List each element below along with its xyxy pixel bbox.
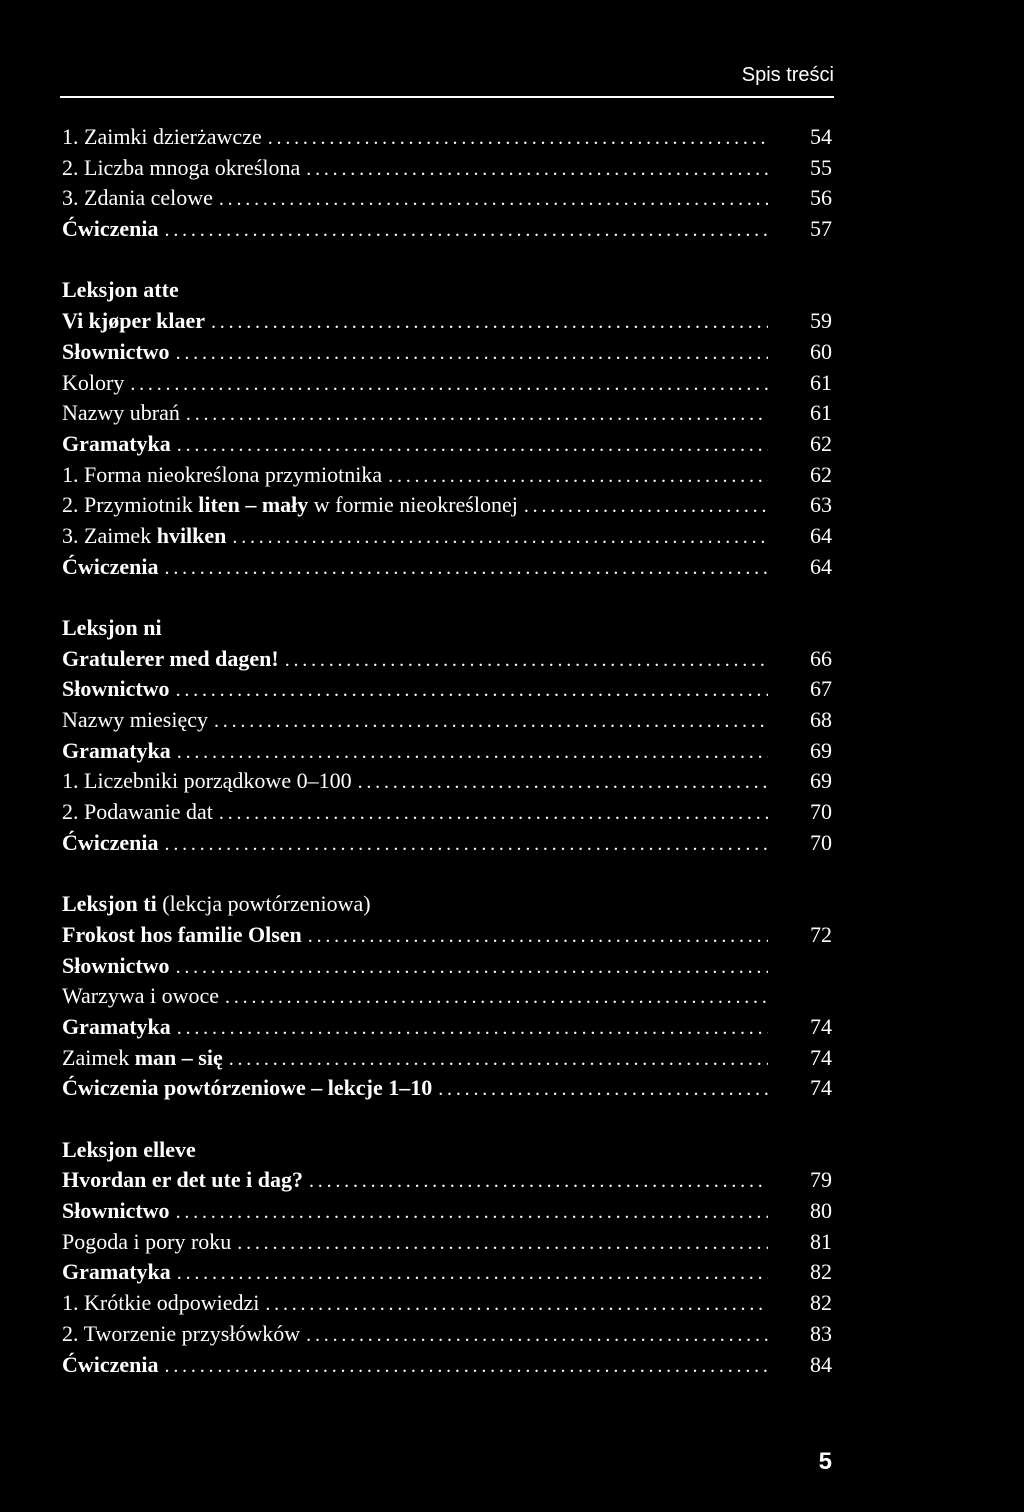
toc-entry-title (62, 797, 213, 828)
toc-entry (62, 398, 832, 429)
toc-page-number: 60 (810, 338, 832, 364)
toc-entry-title (62, 368, 124, 399)
toc-section-heading (62, 1135, 832, 1166)
toc-entry-title-part: Zaimek (62, 1044, 135, 1070)
toc-entry-title (62, 153, 300, 184)
toc-dot-leader (130, 369, 768, 400)
toc-entry (62, 705, 832, 736)
toc-entry-title (62, 1196, 170, 1227)
toc-entry (62, 920, 832, 951)
toc-entry-title-part: Frokost hos familie Olsen (62, 921, 302, 947)
toc-entry-title-part: Słownictwo (62, 676, 170, 702)
toc-entry-title-part: Gramatyka (62, 1259, 171, 1285)
toc-entry-title (62, 1012, 171, 1043)
toc-entry (62, 153, 832, 184)
toc-entry-title-part: Hvordan er det ute i dag? (62, 1167, 303, 1193)
toc-entry-title (62, 1319, 300, 1350)
toc-entry-title (62, 705, 208, 736)
toc-page-number: 61 (810, 400, 832, 426)
toc-page-number: 74 (810, 1013, 832, 1039)
toc-entry-title-part: Vi kjøper klaer (62, 308, 205, 334)
toc-entry (62, 1227, 832, 1258)
toc-dot-leader (176, 338, 768, 369)
toc-entry-title-part: Ćwiczenia (62, 1351, 159, 1377)
toc-entry (62, 1043, 832, 1074)
toc-entry-title (62, 429, 171, 460)
toc-entry (62, 1350, 832, 1381)
toc-entry-title (62, 460, 382, 491)
toc-page-number: 83 (810, 1320, 832, 1346)
toc-entry-title-part: Leksjon ni (62, 615, 162, 640)
toc-dot-leader (176, 675, 768, 706)
toc-section-heading (62, 889, 832, 920)
toc-entry-title-part: man – się (134, 1044, 223, 1070)
toc-entry-title-part: 3. Zdania celowe (62, 185, 213, 211)
toc-dot-leader (214, 706, 768, 737)
toc-page-number: 84 (810, 1351, 832, 1377)
toc-entry (62, 1288, 832, 1319)
toc-dot-leader (524, 491, 768, 522)
toc-entry-title (62, 736, 171, 767)
toc-entry-title-part: Pogoda i pory roku (62, 1228, 232, 1254)
toc-entry (62, 1073, 832, 1104)
toc-dot-leader (186, 399, 768, 430)
toc-entry-title-part: Gratulerer med dagen! (62, 645, 279, 671)
toc-page-number: 61 (810, 369, 832, 395)
toc-dot-leader (177, 430, 768, 461)
toc-page-number: 70 (810, 829, 832, 855)
toc-entry-title (62, 122, 262, 153)
toc-entry-title (62, 214, 159, 245)
toc-entry (62, 951, 832, 982)
toc-entry-title-part: 2. Liczba mnoga określona (62, 154, 301, 180)
toc-page-number: 68 (810, 707, 832, 733)
toc-dot-leader (285, 645, 768, 676)
toc-entry-title (62, 766, 352, 797)
toc-dot-leader (308, 921, 768, 952)
toc-entry-title-part: Leksjon atte (62, 277, 179, 303)
toc-page-number: 66 (810, 645, 832, 671)
toc-entry-title-part: 2. Tworzenie przysłówków (62, 1320, 301, 1346)
toc-entry-title (62, 644, 279, 675)
toc-entry-title-part: Ćwiczenia powtórzeniowe – lekcje 1–10 (62, 1075, 433, 1101)
toc-entry (62, 490, 832, 521)
toc-entry-title-part: w formie nieokreślonej (308, 492, 518, 518)
toc-entry-title-part: (lekcja powtórzeniowa) (156, 891, 371, 917)
toc-entry-title-part: 1. Liczebniki porządkowe 0–100 (62, 768, 352, 794)
toc-entry-title-part: Słownictwo (62, 1198, 170, 1224)
toc-entry (62, 460, 832, 491)
toc-entry-title-part: Nazwy miesięcy (62, 707, 208, 733)
toc-entry-title-part: Ćwiczenia (62, 216, 159, 242)
toc-dot-leader (165, 1351, 768, 1382)
toc-page-number: 82 (810, 1290, 832, 1316)
toc-page-number: 69 (810, 768, 832, 794)
toc-entry-title (62, 889, 371, 920)
toc-page-number: 69 (810, 737, 832, 763)
toc-entry-title-part: Gramatyka (62, 737, 171, 763)
toc-page-number: 67 (810, 676, 832, 702)
toc-section-heading (62, 613, 832, 644)
toc-dot-leader (177, 1258, 768, 1289)
toc-entry (62, 552, 832, 583)
toc-entry-title (62, 951, 170, 982)
toc-entry (62, 674, 832, 705)
toc-entry (62, 521, 832, 552)
toc-entry (62, 214, 832, 245)
toc-entry-title (62, 981, 219, 1012)
toc-entry (62, 122, 832, 153)
toc-dot-leader (358, 767, 768, 798)
toc-dot-leader (265, 1289, 768, 1320)
toc-entry-title-part: liten – mały (198, 492, 309, 518)
toc-entry (62, 644, 832, 675)
toc-dot-leader (229, 1044, 768, 1075)
toc-dot-leader (232, 522, 768, 553)
page-number: 5 (818, 1448, 832, 1475)
toc-entry-title-part: 1. Forma nieokreślona przymiotnika (62, 461, 383, 487)
toc-entry (62, 429, 832, 460)
toc-dot-leader (165, 553, 768, 584)
toc-page-number: 70 (810, 799, 832, 825)
toc-page-number: 79 (810, 1167, 832, 1193)
toc-page-number: 62 (810, 461, 832, 487)
toc-entry (62, 828, 832, 859)
toc-entry-title-part: Ćwiczenia (62, 829, 159, 855)
toc-entry-title (62, 1288, 259, 1319)
toc-page-number: 64 (810, 522, 832, 548)
toc-dot-leader (309, 1166, 768, 1197)
toc-entry-title (62, 337, 170, 368)
toc-entry-title-part: Warzywa i owoce (62, 983, 220, 1009)
toc-entry-title (62, 674, 170, 705)
page-header-title: Spis treści (741, 64, 834, 86)
toc-page-number: 81 (810, 1228, 832, 1254)
toc-entry-title (62, 490, 518, 521)
toc-entry (62, 368, 832, 399)
toc-entry-title (62, 1073, 432, 1104)
toc-entry-title-part: Słownictwo (62, 952, 170, 978)
toc-page-number: 72 (810, 921, 832, 947)
toc-dot-leader (211, 307, 768, 338)
toc-dot-leader (165, 215, 768, 246)
toc-entry-title-part: 1. Zaimki dzierżawcze (62, 124, 262, 149)
toc-entry-title-part: Gramatyka (62, 1013, 171, 1039)
toc-entry (62, 1196, 832, 1227)
toc-entry (62, 1319, 832, 1350)
toc-dot-leader (219, 184, 768, 215)
toc-page-number: 82 (810, 1259, 832, 1285)
toc-page-number: 54 (810, 124, 832, 149)
toc-dot-leader (237, 1228, 768, 1259)
toc-entry-title-part: 3. Zaimek (62, 522, 157, 548)
toc-entry-title (62, 1257, 171, 1288)
toc-dot-leader (438, 1074, 768, 1105)
toc-entry-title (62, 521, 226, 552)
toc-entry-title (62, 306, 205, 337)
toc-entry-title (62, 920, 302, 951)
toc-dot-leader (306, 154, 768, 185)
toc-page-number: 55 (810, 154, 832, 180)
toc-dot-leader (268, 123, 768, 154)
toc-entry-title (62, 183, 213, 214)
toc-entry (62, 766, 832, 797)
toc-page-number: 62 (810, 430, 832, 456)
toc-entry (62, 1165, 832, 1196)
toc-entry-title-part: Ćwiczenia (62, 553, 159, 579)
toc-entry-title (62, 398, 180, 429)
toc-entry-title-part: 2. Podawanie dat (62, 799, 213, 825)
toc-entry-title-part: Leksjon elleve (62, 1136, 196, 1162)
toc-entry (62, 981, 832, 1012)
header-rule (60, 96, 834, 98)
toc-entry (62, 306, 832, 337)
toc-entry-title (62, 613, 162, 644)
toc-dot-leader (176, 952, 768, 983)
toc-dot-leader (219, 798, 768, 829)
toc-page-number: 57 (810, 216, 832, 242)
toc-entry-title (62, 1165, 303, 1196)
toc-entry (62, 1012, 832, 1043)
toc-entry-title (62, 552, 159, 583)
toc-entry-title (62, 1227, 231, 1258)
toc-entry-title-part: Nazwy ubrań (62, 400, 180, 426)
toc-dot-leader (225, 982, 768, 1013)
toc-entry-title-part: 1. Krótkie odpowiedzi (62, 1290, 260, 1316)
toc-dot-leader (177, 737, 768, 768)
toc-entry-title (62, 828, 159, 859)
toc-entry-title-part: hvilken (156, 522, 227, 548)
toc-page-number: 74 (810, 1075, 832, 1101)
toc-entry-title (62, 1135, 196, 1166)
toc-dot-leader (388, 461, 768, 492)
toc-entry-title (62, 1043, 223, 1074)
toc-page-number: 74 (810, 1044, 832, 1070)
toc-page-number: 63 (810, 492, 832, 518)
toc-page-number: 64 (810, 553, 832, 579)
toc-entry (62, 736, 832, 767)
toc-dot-leader (306, 1320, 768, 1351)
toc-entry-title-part: Słownictwo (62, 338, 170, 364)
toc-dot-leader (176, 1197, 768, 1228)
table-of-contents (62, 122, 832, 1380)
toc-page-number: 80 (810, 1198, 832, 1224)
toc-page-number: 56 (810, 185, 832, 211)
toc-entry (62, 337, 832, 368)
toc-page-number: 59 (810, 308, 832, 334)
toc-dot-leader (177, 1013, 768, 1044)
toc-entry-title (62, 1350, 159, 1381)
toc-section-heading (62, 275, 832, 306)
toc-entry-title-part: Leksjon ti (62, 891, 157, 917)
toc-entry-title-part: Kolory (62, 369, 125, 395)
toc-entry (62, 1257, 832, 1288)
toc-entry-title-part: Gramatyka (62, 430, 171, 456)
toc-entry-title (62, 275, 179, 306)
toc-entry (62, 797, 832, 828)
toc-dot-leader (165, 829, 768, 860)
toc-entry-title-part: 2. Przymiotnik (62, 492, 199, 518)
toc-entry (62, 183, 832, 214)
